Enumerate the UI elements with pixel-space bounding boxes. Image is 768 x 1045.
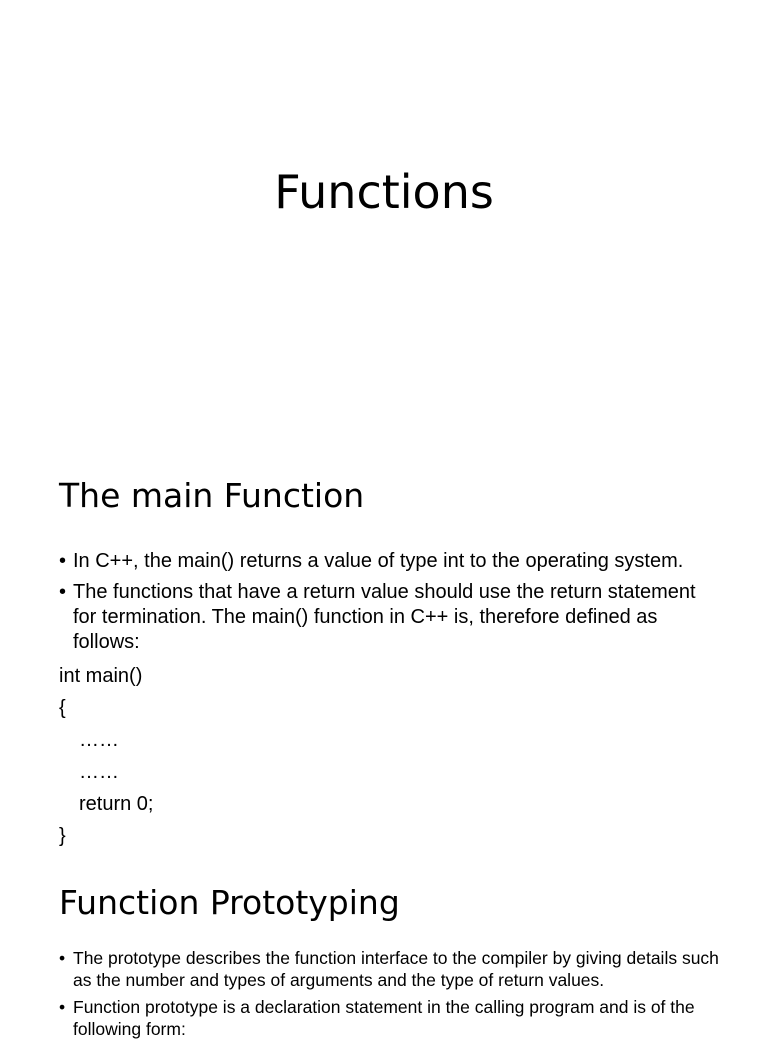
code-block [59,662,153,854]
code-line: return 0; [79,793,154,815]
list-item [59,580,719,655]
code-line: } [59,825,66,847]
list-item [59,947,719,991]
section-heading-function-prototyping: Function Prototyping [59,883,400,922]
code-line: …… [79,729,119,751]
list-item-text: In C++, the main() returns a value of type int to the operating system. [73,550,684,572]
slide-title: Functions [274,165,494,219]
code-line: { [59,697,66,719]
list-item [59,996,719,1040]
list-item [59,549,719,574]
list-item-text: The functions that have a return value should use the return statement for termination. The main() function in C++ is, therefore defined as follows: [73,581,696,653]
code-line: int main() [59,665,143,687]
main-function-bullet-list [59,549,719,661]
bullet-icon: • [59,997,66,1017]
list-item-text: The prototype describes the function interface to the compiler by giving details such as the number and types of arguments and the type of return values. [73,948,719,990]
prototype-bullet-list [59,947,719,1045]
bullet-icon: • [59,550,67,572]
bullet-icon: • [59,948,66,968]
code-line: …… [79,761,119,783]
section-heading-main-function: The main Function [59,476,365,515]
bullet-icon: • [59,581,67,603]
list-item-text: Function prototype is a declaration statement in the calling program and is of the following form: [73,997,695,1039]
